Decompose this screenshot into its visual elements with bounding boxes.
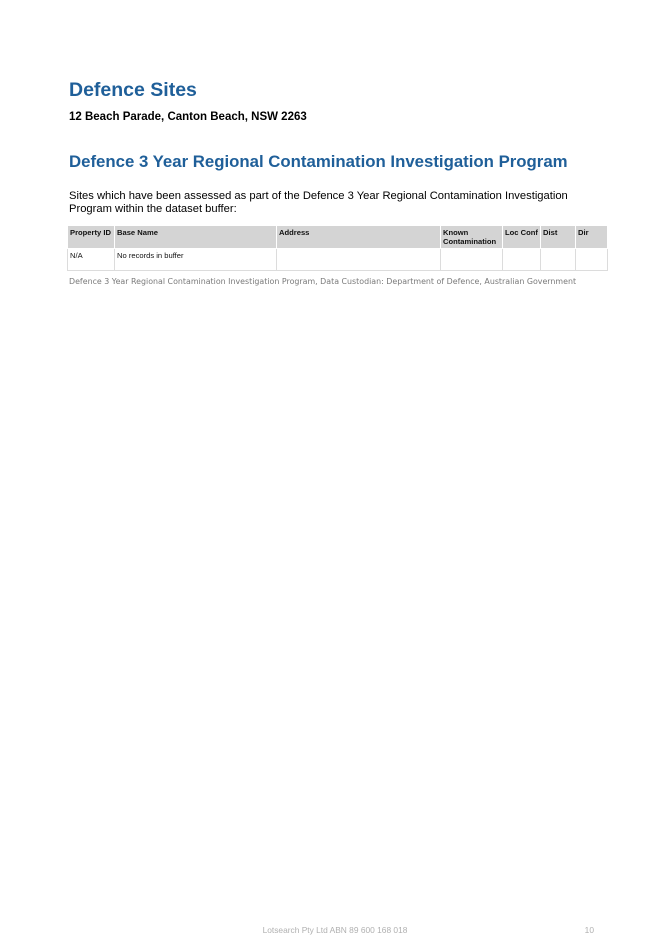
section-intro: Sites which have been assessed as part of the Defence 3 Year Regional Contamination Investigation Program within the dataset buffer: <box>69 190 568 215</box>
footer-company: Lotsearch Pty Ltd ABN 89 600 168 018 <box>262 925 408 935</box>
column-header-loc-conf: Loc Conf <box>503 226 541 249</box>
table-header-row <box>68 226 608 249</box>
cell-loc-conf <box>503 249 541 271</box>
table-row <box>68 249 608 271</box>
cell-known-contamination <box>441 249 503 271</box>
section-title: Defence 3 Year Regional Contamination Investigation Program <box>69 152 568 171</box>
data-source-note: Defence 3 Year Regional Contamination Investigation Program, Data Custodian: Department of Defence, Australian Government <box>69 277 577 286</box>
column-header-address: Address <box>277 226 441 249</box>
cell-address <box>277 249 441 271</box>
results-table <box>67 225 608 271</box>
page-number: 10 <box>584 925 594 935</box>
cell-base-name: No records in buffer <box>115 249 277 271</box>
column-header-property-id: Property ID <box>68 226 115 249</box>
cell-dist <box>541 249 576 271</box>
cell-property-id: N/A <box>68 249 115 271</box>
column-header-dir: Dir <box>576 226 608 249</box>
column-header-dist: Dist <box>541 226 576 249</box>
site-address: 12 Beach Parade, Canton Beach, NSW 2263 <box>69 111 307 123</box>
page-title: Defence Sites <box>69 79 197 101</box>
cell-dir <box>576 249 608 271</box>
column-header-base-name: Base Name <box>115 226 277 249</box>
column-header-known-contamination: Known Contamination <box>441 226 503 249</box>
